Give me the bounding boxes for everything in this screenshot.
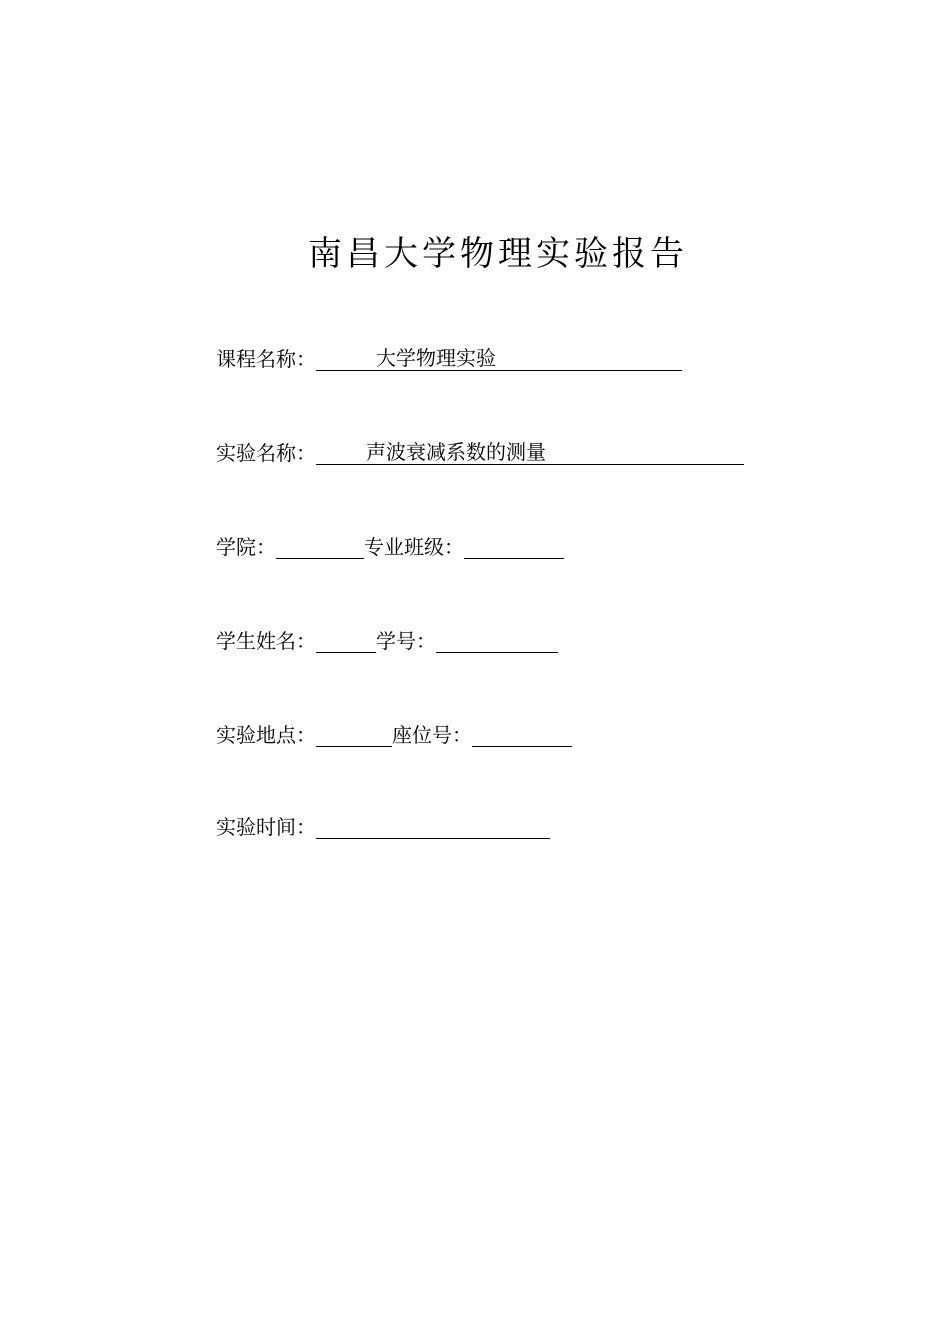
seat-field[interactable]	[472, 722, 572, 747]
location-row	[216, 722, 572, 747]
course-row	[216, 346, 682, 371]
student-name-label: 学生姓名：	[216, 629, 316, 653]
time-label: 实验时间：	[216, 815, 316, 839]
experiment-value: 声波衰减系数的测量	[366, 440, 546, 464]
student-id-field[interactable]	[436, 628, 558, 653]
location-field[interactable]	[316, 722, 392, 747]
seat-label: 座位号：	[392, 723, 472, 747]
college-label: 学院：	[216, 535, 276, 559]
location-label: 实验地点：	[216, 723, 316, 747]
major-class-label: 专业班级：	[364, 535, 464, 559]
report-title: 南昌大学物理实验报告	[308, 234, 688, 274]
student-row	[216, 628, 558, 653]
student-name-field[interactable]	[316, 628, 376, 653]
course-field[interactable]	[316, 346, 682, 371]
course-value: 大学物理实验	[376, 346, 496, 370]
experiment-row	[216, 440, 744, 465]
time-field[interactable]	[316, 814, 550, 839]
college-field[interactable]	[276, 534, 364, 559]
time-row	[216, 814, 550, 839]
major-class-field[interactable]	[464, 534, 564, 559]
course-label: 课程名称：	[216, 347, 316, 371]
experiment-field[interactable]	[316, 440, 744, 465]
college-row	[216, 534, 564, 559]
experiment-label: 实验名称：	[216, 441, 316, 465]
student-id-label: 学号：	[376, 629, 436, 653]
